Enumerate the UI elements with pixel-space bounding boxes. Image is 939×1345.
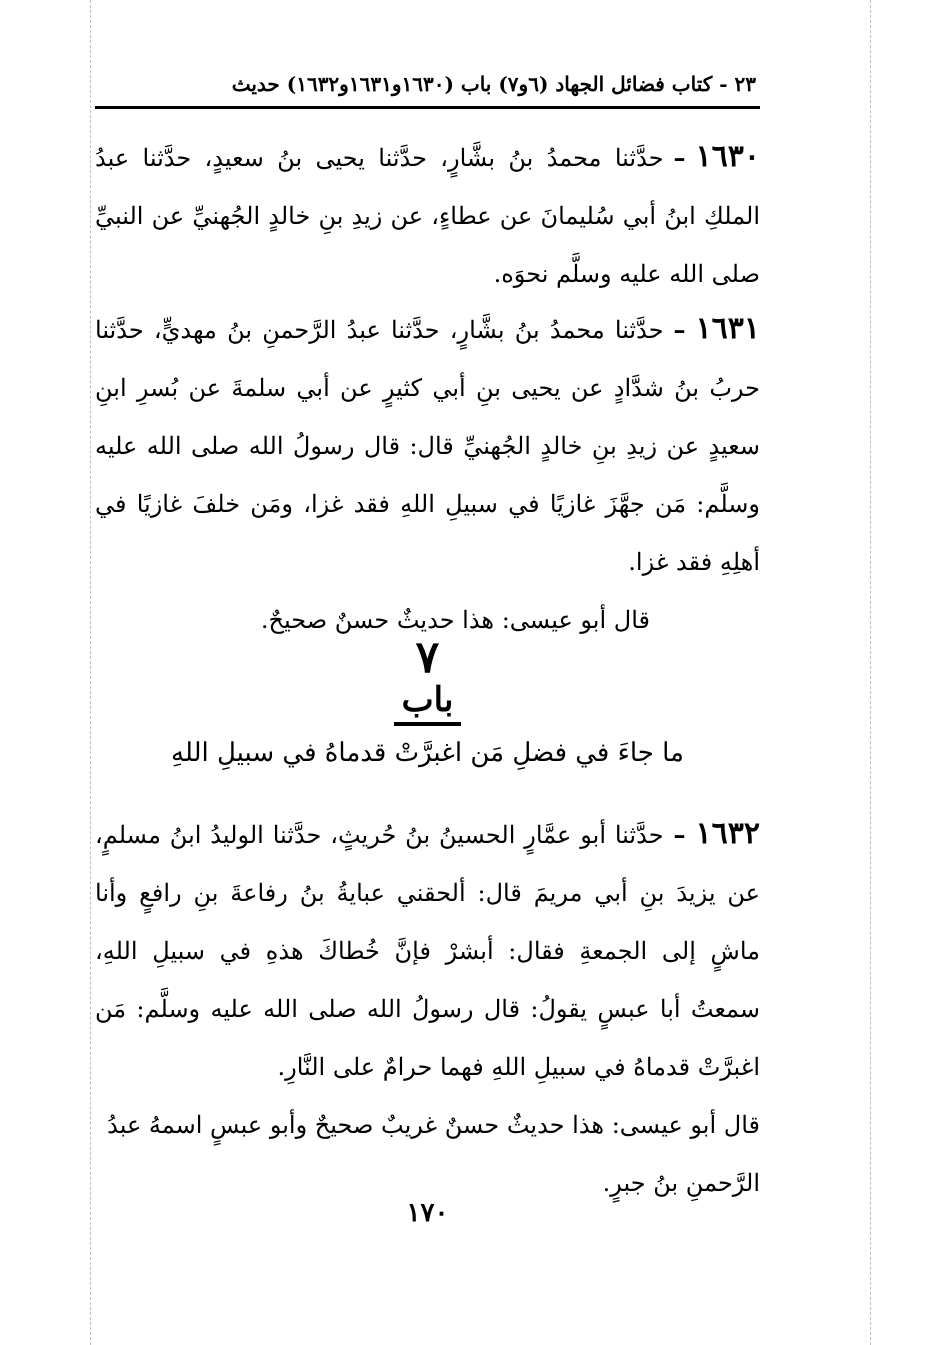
hadith-paragraph: ١٦٣١–حدَّثنا محمدُ بنُ بشَّارٍ، حدَّثنا عبدُ الرَّحمنِ بنُ مهديٍّ، حدَّثنا حربُ بنُ شدَّادٍ عن يحيى بنِ أبي كثيرٍ عن أبي سلمةَ عن بُسرِ ابنِ سعيدٍ عن زيدِ بنِ خالدٍ الجُهنيِّ قال: قال رسولُ الله صلى الله عليه وسلَّم: مَن جهَّزَ غازيًا في سبيلِ اللهِ فقد غزا، ومَن خلفَ غازيًا في أهلِهِ فقد غزا. [95, 311, 760, 576]
page-number: ١٧٠ [406, 1198, 449, 1228]
hadith-comment: قال أبو عيسى: هذا حديثٌ حسنٌ غريبٌ صحيحٌ وأبو عبسٍ اسمهُ عبدُ الرَّحمنِ بنُ جبرٍ. [107, 1111, 760, 1197]
hadith-text: حدَّثنا محمدُ بنُ بشَّارٍ، حدَّثنا عبدُ الرَّحمنِ بنُ مهديٍّ، حدَّثنا حربُ بنُ شدَّادٍ عن يحيى بنِ أبي كثيرٍ عن أبي سلمةَ عن بُسرِ ابنِ سعيدٍ عن زيدِ بنِ خالدٍ الجُهنيِّ قال: قال رسولُ الله صلى الله عليه وسلَّم: مَن جهَّزَ غازيًا في سبيلِ اللهِ فقد غزا، ومَن خلفَ غازيًا في أهلِهِ فقد غزا. [95, 316, 760, 576]
margin-guide-left [90, 0, 91, 1345]
running-head: ٢٣ - كتاب فضائل الجهاد (٦و٧) باب (١٦٣٠و١٦٣١و١٦٣٢) حديث [95, 62, 760, 109]
chapter-title: ما جاءَ في فضلِ مَن اغبرَّتْ قدماهُ في سبيلِ اللهِ [171, 738, 684, 768]
hadith-comment: قال أبو عيسى: هذا حديثٌ حسنٌ صحيحٌ. [260, 606, 650, 634]
book-page [95, 0, 760, 1345]
hadith-number: ١٦٣١ [695, 311, 760, 346]
hadith-number: ١٦٣٠ [695, 139, 760, 174]
chapter-label-text: باب [394, 680, 462, 726]
hadith-1631 [95, 300, 760, 649]
hadith-paragraph: ١٦٣٢–حدَّثنا أبو عمَّارٍ الحسينُ بنُ حُريثٍ، حدَّثنا الوليدُ ابنُ مسلمٍ، عن يزيدَ بنِ أبي مريمَ قال: ألحقني عبايةُ بنُ رفاعةَ بنِ رافعٍ وأنا ماشٍ إلى الجمعةِ فقال: أبشرْ فإنَّ خُطاكَ هذهِ في سبيلِ اللهِ، سمعتُ أبا عبسٍ يقولُ: قال رسولُ الله صلى الله عليه وسلَّم: مَن اغبرَّتْ قدماهُ في سبيلِ اللهِ فهما حرامٌ على النَّارِ. [95, 816, 760, 1081]
hadith-1632 [95, 805, 760, 1212]
margin-guide-right [870, 0, 871, 1345]
chapter-label [95, 680, 760, 726]
hadith-1630 [95, 128, 760, 303]
hadith-text: حدَّثنا أبو عمَّارٍ الحسينُ بنُ حُريثٍ، حدَّثنا الوليدُ ابنُ مسلمٍ، عن يزيدَ بنِ أبي مريمَ قال: ألحقني عبايةُ بنُ رفاعةَ بنِ رافعٍ وأنا ماشٍ إلى الجمعةِ فقال: أبشرْ فإنَّ خُطاكَ هذهِ في سبيلِ اللهِ، سمعتُ أبا عبسٍ يقولُ: قال رسولُ الله صلى الله عليه وسلَّم: مَن اغبرَّتْ قدماهُ في سبيلِ اللهِ فهما حرامٌ على النَّارِ. [95, 821, 760, 1081]
hadith-text: حدَّثنا محمدُ بنُ بشَّارٍ، حدَّثنا يحيى بنُ سعيدٍ، حدَّثنا عبدُ الملكِ ابنُ أبي سُليمانَ عن عطاءٍ، عن زيدِ بنِ خالدٍ الجُهنيِّ عن النبيِّ صلى الله عليه وسلَّم نحوَه. [95, 144, 760, 288]
hadith-number: ١٦٣٢ [695, 816, 760, 851]
chapter-number: ٧ [415, 632, 440, 683]
hadith-paragraph: ١٦٣٠–حدَّثنا محمدُ بنُ بشَّارٍ، حدَّثنا يحيى بنُ سعيدٍ، حدَّثنا عبدُ الملكِ ابنُ أبي سُليمانَ عن عطاءٍ، عن زيدِ بنِ خالدٍ الجُهنيِّ عن النبيِّ صلى الله عليه وسلَّم نحوَه. [95, 139, 760, 288]
